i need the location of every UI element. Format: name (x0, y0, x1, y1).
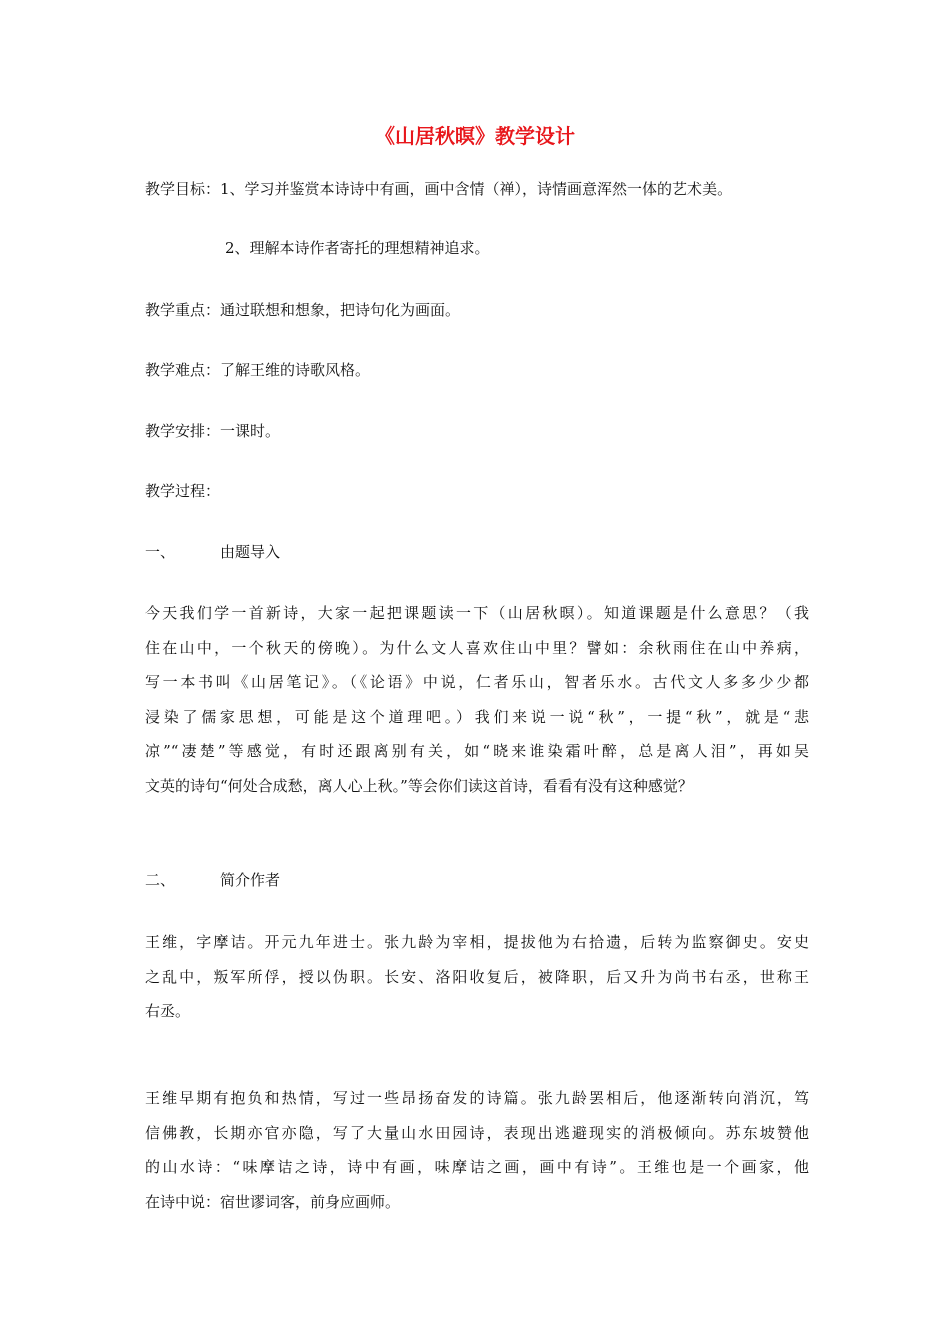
section-2-paragraph-2 (145, 1081, 809, 1219)
goals-label: 教学目标： (145, 180, 221, 198)
section-2-number: 二、 (145, 871, 176, 889)
paragraph-line: 王维早期有抱负和热情，写过一些昂扬奋发的诗篇。张九龄罢相后，他逐渐转向消沉，笃 (145, 1089, 809, 1107)
section-1-number: 一、 (145, 543, 176, 561)
goal-line-1 (145, 178, 732, 200)
paragraph-line: 王维，字摩诘。开元九年进士。张九龄为宰相，提拔他为右拾遗，后转为监察御史。安史 (145, 933, 809, 951)
paragraph-line: 的山水诗：“味摩诘之诗，诗中有画，味摩诘之画，画中有诗”。王维也是一个画家，他 (145, 1158, 809, 1177)
goal-item-1: 1、学习并鉴赏本诗诗中有画，画中含情（禅），诗情画意浑然一体的艺术美。 (220, 180, 733, 198)
paragraph-line: 信佛教，长期亦官亦隐，写了大量山水田园诗，表现出逃避现实的消极倾向。苏东坡赞他 (145, 1123, 809, 1142)
section-1-title: 由题导入 (220, 543, 281, 561)
section-1-paragraph (145, 596, 809, 804)
paragraph-line: 今天我们学一首新诗，大家一起把课题读一下（山居秋暝）。知道课题是什么意思？（我 (145, 604, 809, 622)
paragraph-line: 浸染了儒家思想，可能是这个道理吧。）我们来说一说“秋”，一提“秋”，就是“悲 (145, 707, 809, 726)
paragraph-line: 右丞。 (145, 1002, 191, 1021)
paragraph-line: 住在山中，一个秋天的傍晚）。为什么文人喜欢住山中里？譬如：余秋雨住在山中养病， (145, 638, 809, 657)
document-title: 《山居秋暝》教学设计 (375, 124, 575, 148)
section-2-title: 简介作者 (220, 871, 281, 889)
goal-item-2: 2、理解本诗作者寄托的理想精神追求。 (225, 239, 490, 257)
section-1-heading (145, 541, 280, 563)
section-2-paragraph-1 (145, 925, 809, 1029)
difficulty: 教学难点：了解王维的诗歌风格。 (145, 361, 371, 379)
paragraph-line: 文英的诗句“何处合成愁，离人心上秋。”等会你们读这首诗，看看有没有这种感觉？ (145, 776, 693, 795)
paragraph-line: 之乱中，叛军所俘，授以伪职。长安、洛阳收复后，被降职，后又升为尚书右丞，世称王 (145, 967, 809, 986)
paragraph-line: 在诗中说：宿世谬词客，前身应画师。 (145, 1192, 401, 1211)
section-2-heading (145, 869, 280, 891)
process-label: 教学过程： (145, 482, 221, 500)
key-point: 教学重点：通过联想和想象，把诗句化为画面。 (145, 301, 461, 319)
paragraph-line: 凉”“凄楚”等感觉，有时还跟离别有关，如“晓来谁染霜叶醉，总是离人泪”，再如吴 (145, 742, 809, 761)
paragraph-line: 写一本书叫《山居笔记》。（《论语》中说，仁者乐山，智者乐水。古代文人多多少少都 (145, 673, 809, 692)
schedule: 教学安排：一课时。 (145, 422, 281, 440)
